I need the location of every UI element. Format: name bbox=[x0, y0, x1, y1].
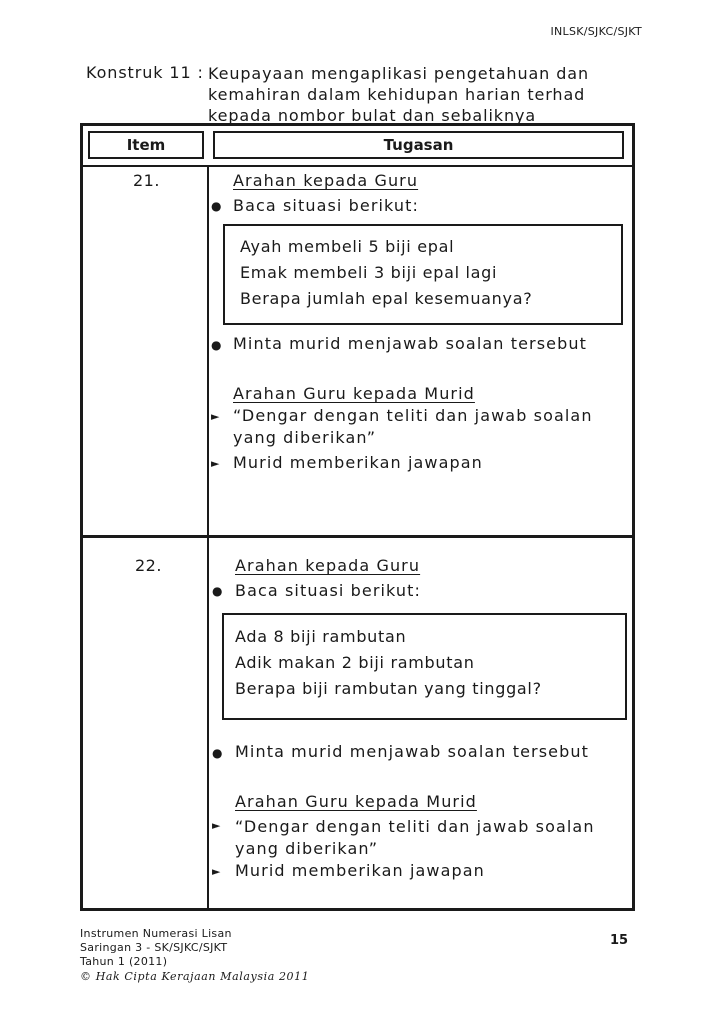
column-header-tugasan: Tugasan bbox=[213, 131, 624, 159]
situation-line: Adik makan 2 biji rambutan bbox=[235, 653, 475, 672]
konstruk-line-2: kemahiran dalam kehidupan harian terhad bbox=[208, 85, 586, 104]
instruction-text: Baca situasi berikut: bbox=[233, 196, 420, 215]
konstruk-line-1: Keupayaan mengaplikasi pengetahuan dan bbox=[208, 64, 590, 83]
page-number: 15 bbox=[610, 933, 629, 948]
konstruk-description bbox=[208, 63, 589, 126]
table-header-divider bbox=[80, 165, 635, 167]
arrow-icon: ► bbox=[212, 865, 221, 878]
instruction-text: Murid memberikan jawapan bbox=[235, 861, 485, 880]
table-column-divider bbox=[207, 165, 209, 911]
instruction-text: Baca situasi berikut: bbox=[235, 581, 422, 600]
instruction-text: “Dengar dengan teliti dan jawab soalan bbox=[233, 406, 593, 425]
konstruk-line-3: kepada nombor bulat dan sebaliknya bbox=[208, 106, 537, 125]
arrow-icon: ► bbox=[211, 410, 220, 423]
instruction-text: yang diberikan” bbox=[235, 839, 379, 858]
instruction-text: yang diberikan” bbox=[233, 428, 377, 447]
item-number: 22. bbox=[135, 556, 162, 575]
item-number: 21. bbox=[133, 171, 160, 190]
copyright-notice: © Hak Cipta Kerajaan Malaysia 2011 bbox=[80, 970, 310, 983]
situation-line: Ada 8 biji rambutan bbox=[235, 627, 407, 646]
arahan-guru-heading: Arahan kepada Guru bbox=[235, 556, 421, 575]
table-row-divider bbox=[80, 535, 635, 538]
arrow-icon: ► bbox=[211, 457, 220, 470]
column-header-item: Item bbox=[88, 131, 204, 159]
bullet-icon: ● bbox=[212, 584, 223, 598]
situation-line: Berapa jumlah epal kesemuanya? bbox=[240, 289, 533, 308]
arahan-murid-heading: Arahan Guru kepada Murid bbox=[233, 384, 475, 403]
bullet-icon: ● bbox=[211, 199, 222, 213]
situation-line: Berapa biji rambutan yang tinggal? bbox=[235, 679, 542, 698]
bullet-icon: ● bbox=[211, 338, 222, 352]
arahan-guru-heading: Arahan kepada Guru bbox=[233, 171, 419, 190]
arahan-murid-heading: Arahan Guru kepada Murid bbox=[235, 792, 477, 811]
situation-line: Ayah membeli 5 biji epal bbox=[240, 237, 455, 256]
footer-year: Tahun 1 (2011) bbox=[80, 955, 168, 968]
konstruk-label: Konstruk 11 : bbox=[86, 63, 204, 82]
document-code: INLSK/SJKC/SJKT bbox=[550, 25, 642, 38]
arrow-icon: ► bbox=[212, 819, 221, 832]
instruction-text: Minta murid menjawab soalan tersebut bbox=[233, 334, 587, 353]
situation-line: Emak membeli 3 biji epal lagi bbox=[240, 263, 498, 282]
footer-subtitle: Saringan 3 - SK/SJKC/SJKT bbox=[80, 941, 228, 954]
bullet-icon: ● bbox=[212, 746, 223, 760]
instruction-text: Minta murid menjawab soalan tersebut bbox=[235, 742, 589, 761]
instruction-text: Murid memberikan jawapan bbox=[233, 453, 483, 472]
instruction-text: “Dengar dengan teliti dan jawab soalan bbox=[235, 817, 595, 836]
footer-title: Instrumen Numerasi Lisan bbox=[80, 927, 232, 940]
